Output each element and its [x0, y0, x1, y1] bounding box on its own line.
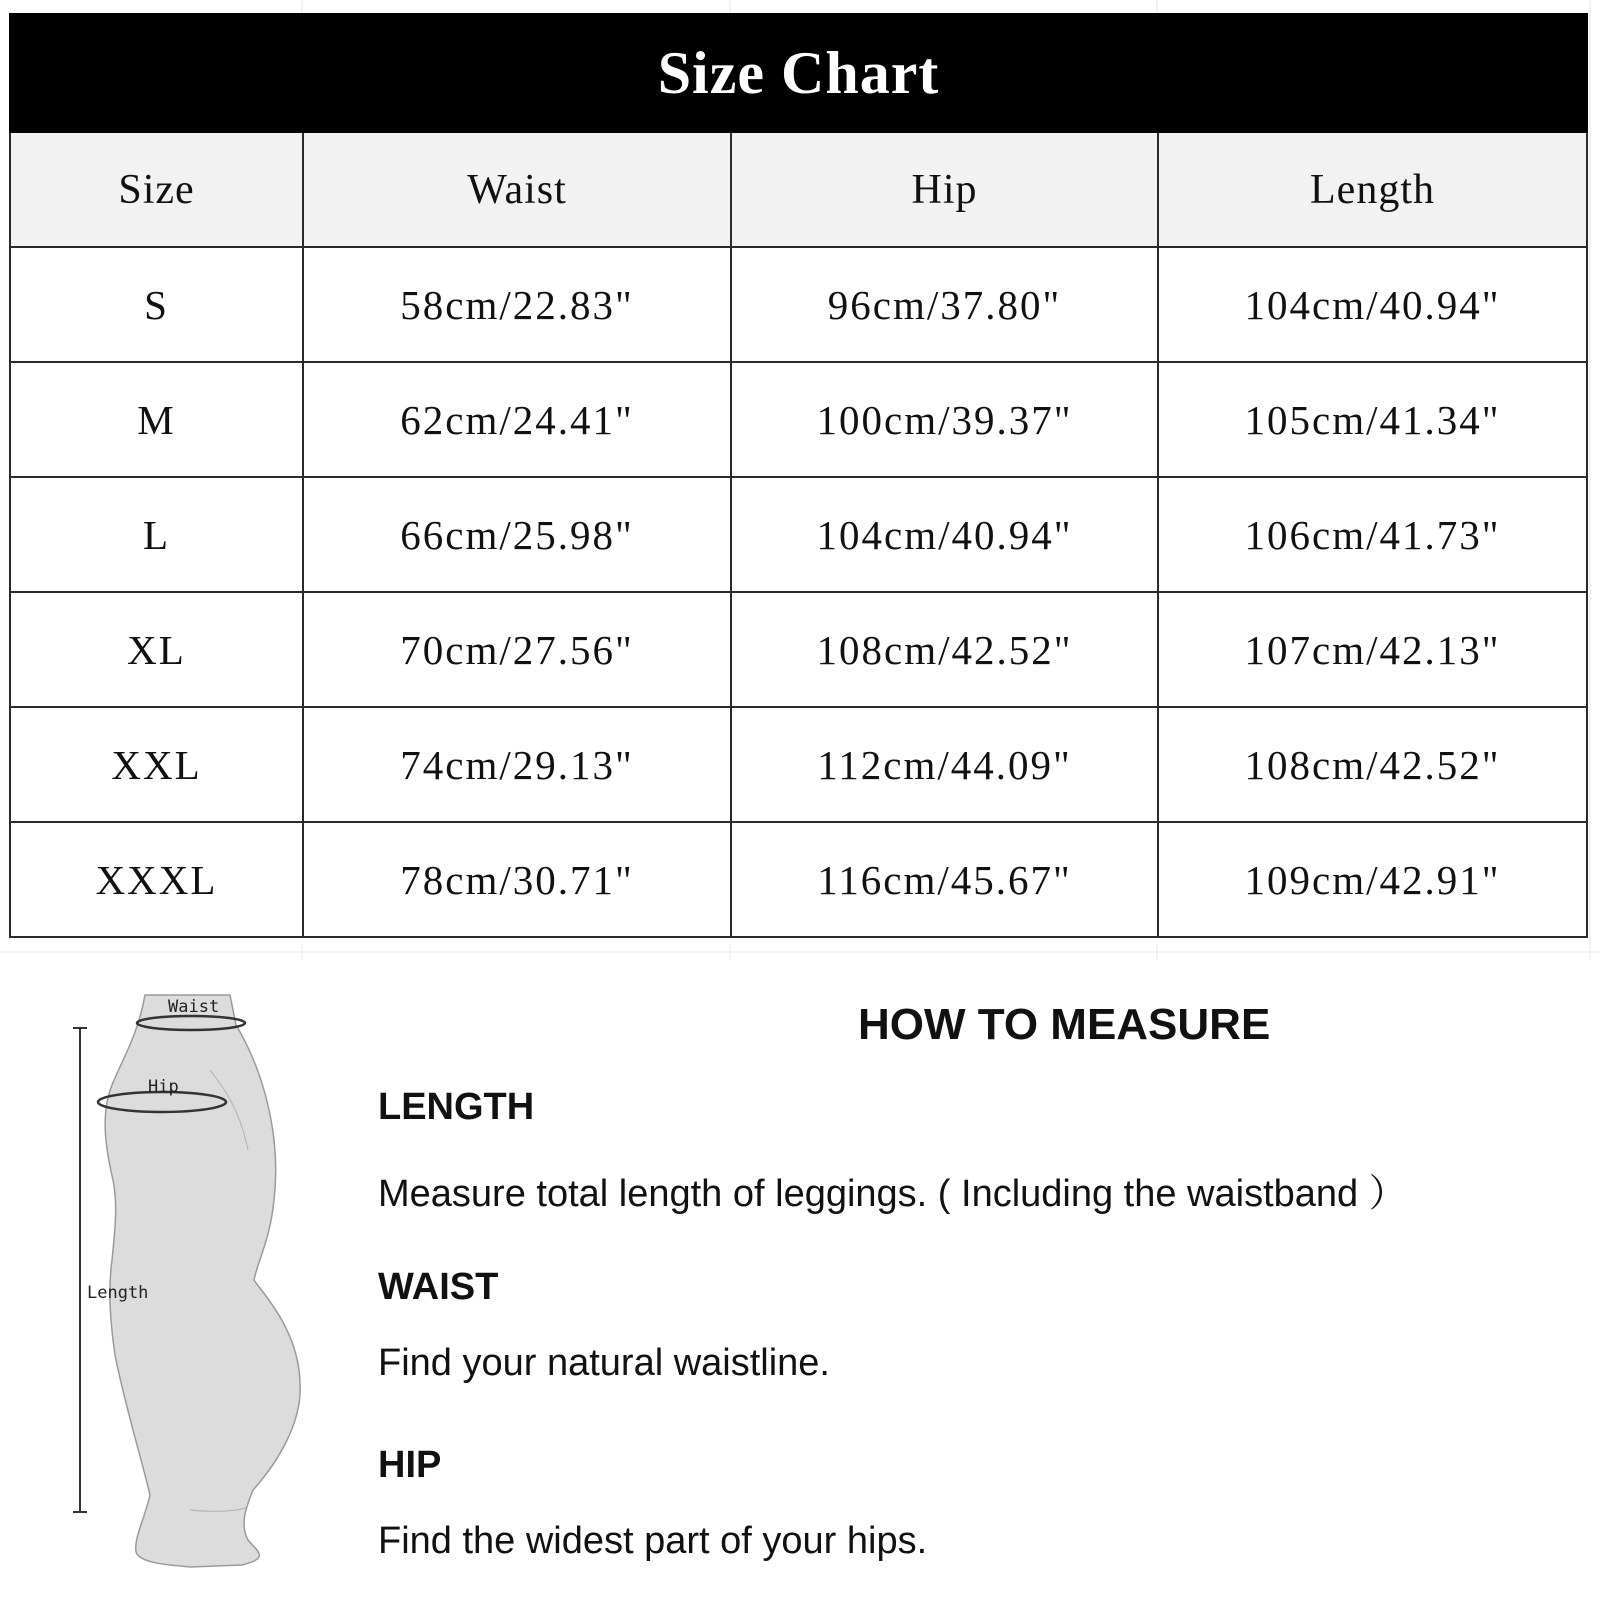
- length-cell: 104cm/40.94": [1158, 247, 1587, 362]
- length-cell: 109cm/42.91": [1158, 822, 1587, 937]
- waist-instruction: Find your natural waistline.: [378, 1342, 830, 1384]
- length-cell: 106cm/41.73": [1158, 477, 1587, 592]
- size-chart-table: [9, 13, 1588, 938]
- length-cell: 107cm/42.13": [1158, 592, 1587, 707]
- hip-cell: 100cm/39.37": [731, 362, 1158, 477]
- hip-cell: 112cm/44.09": [731, 707, 1158, 822]
- size-cell: XXXL: [10, 822, 303, 937]
- hip-cell: 96cm/37.80": [731, 247, 1158, 362]
- figure-label-hip: Hip: [148, 1077, 179, 1097]
- size-cell: M: [10, 362, 303, 477]
- header-row: [10, 132, 1587, 247]
- length-instruction: Measure total length of leggings. ( Including the waistband ）: [378, 1173, 1407, 1215]
- waist-cell: 62cm/24.41": [303, 362, 731, 477]
- waist-cell: 58cm/22.83": [303, 247, 731, 362]
- hip-instruction: Find the widest part of your hips.: [378, 1520, 928, 1562]
- size-cell: L: [10, 477, 303, 592]
- table-row: [10, 822, 1587, 937]
- waist-cell: 70cm/27.56": [303, 592, 731, 707]
- hip-cell: 108cm/42.52": [731, 592, 1158, 707]
- size-chart-title: Size Chart: [10, 14, 1587, 132]
- table-row: [10, 362, 1587, 477]
- figure-label-length: Length: [87, 1283, 149, 1303]
- size-cell: XXL: [10, 707, 303, 822]
- table-row: [10, 707, 1587, 822]
- column-header-waist: Waist: [303, 132, 731, 247]
- how-to-measure-title: HOW TO MEASURE: [858, 1000, 1271, 1049]
- table-row: [10, 247, 1587, 362]
- hip-heading: HIP: [378, 1444, 442, 1486]
- waist-cell: 78cm/30.71": [303, 822, 731, 937]
- table-row: [10, 592, 1587, 707]
- hip-cell: 104cm/40.94": [731, 477, 1158, 592]
- waist-cell: 74cm/29.13": [303, 707, 731, 822]
- waist-heading: WAIST: [378, 1266, 499, 1308]
- length-cell: 108cm/42.52": [1158, 707, 1587, 822]
- column-header-length: Length: [1158, 132, 1587, 247]
- table-row: [10, 477, 1587, 592]
- size-cell: S: [10, 247, 303, 362]
- length-heading: LENGTH: [378, 1086, 535, 1128]
- waist-cell: 66cm/25.98": [303, 477, 731, 592]
- leg-silhouette: [105, 995, 300, 1567]
- length-cell: 105cm/41.34": [1158, 362, 1587, 477]
- column-header-hip: Hip: [731, 132, 1158, 247]
- hip-cell: 116cm/45.67": [731, 822, 1158, 937]
- column-header-size: Size: [10, 132, 303, 247]
- leggings-measurement-figure: [60, 990, 320, 1590]
- figure-label-waist: Waist: [168, 997, 220, 1017]
- size-cell: XL: [10, 592, 303, 707]
